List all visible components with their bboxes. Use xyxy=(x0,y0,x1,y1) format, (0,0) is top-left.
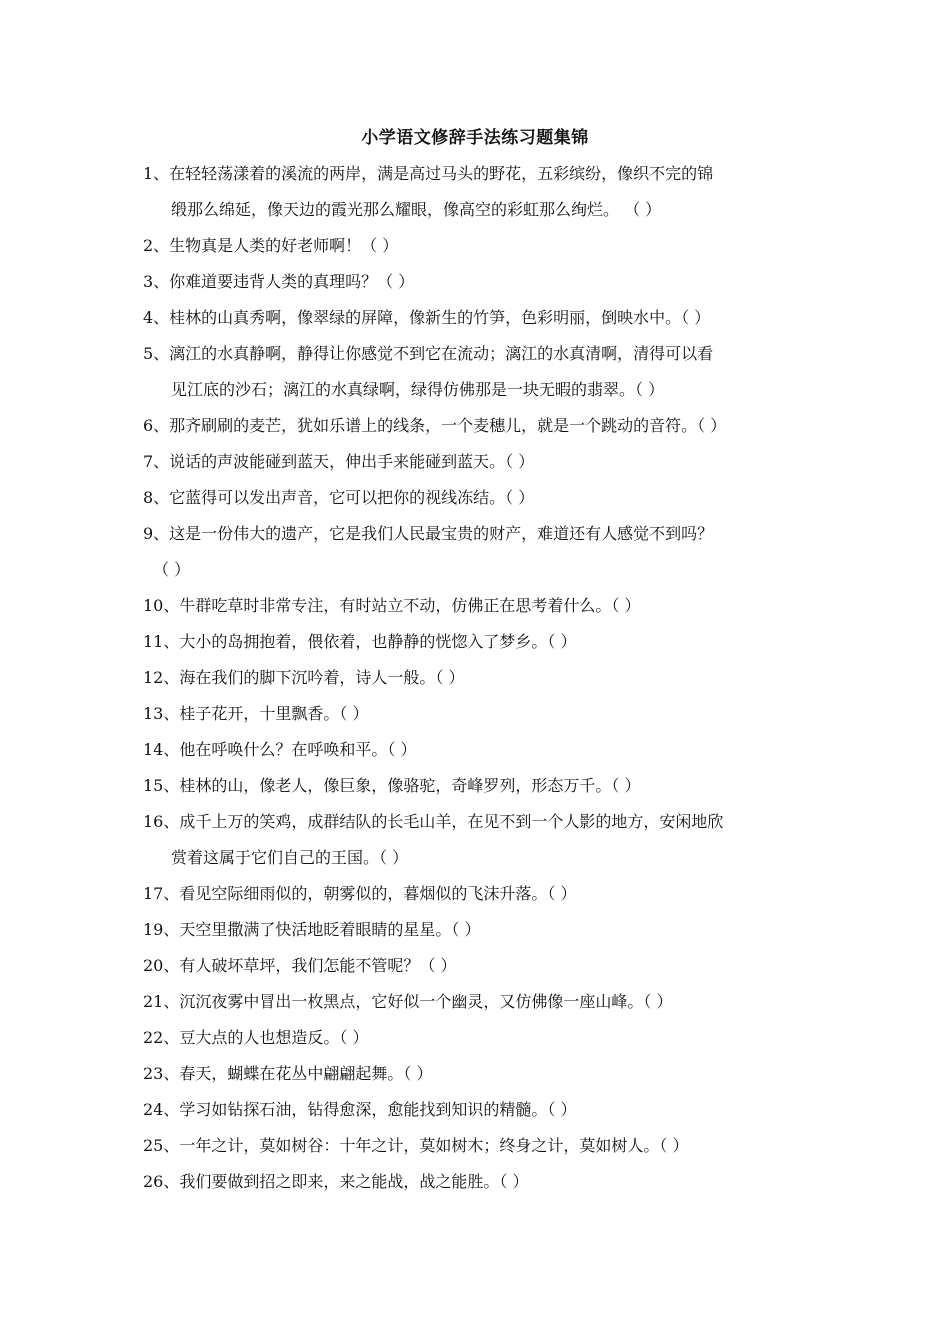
list-item xyxy=(143,696,811,732)
item-text: 15、桂林的山，像老人，像巨象，像骆驼，奇峰罗列，形态万千。（ ） xyxy=(143,776,641,795)
list-item xyxy=(143,588,811,624)
list-item xyxy=(143,336,811,408)
list-item xyxy=(143,624,811,660)
item-text: 10、牛群吃草时非常专注，有时站立不动，仿佛正在思考着什么。（ ） xyxy=(143,596,641,615)
list-item xyxy=(143,1128,811,1164)
item-text: 26、我们要做到招之即来，来之能战，战之能胜。（ ） xyxy=(143,1172,529,1191)
exercise-list xyxy=(143,156,811,1200)
item-text: 12、海在我们的脚下沉吟着，诗人一般。（ ） xyxy=(143,668,465,687)
item-text-line1: 1、在轻轻荡漾着的溪流的两岸，满是高过马头的野花，五彩缤纷，像织不完的锦 xyxy=(143,164,714,183)
item-text: 3、你难道要违背人类的真理吗？（ ） xyxy=(143,272,415,291)
item-text: 8、它蓝得可以发出声音，它可以把你的视线冻结。（ ） xyxy=(143,488,535,507)
list-item xyxy=(143,408,811,444)
item-text: 21、沉沉夜雾中冒出一枚黑点，它好似一个幽灵，又仿佛像一座山峰。（ ） xyxy=(143,992,673,1011)
item-text-line1: 5、漓江的水真静啊，静得让你感觉不到它在流动；漓江的水真清啊，清得可以看 xyxy=(143,344,714,363)
item-text-line2: （ ） xyxy=(153,560,191,579)
list-item xyxy=(143,876,811,912)
item-text-line2: 赏着这属于它们自己的王国。（ ） xyxy=(171,848,409,867)
item-text: 20、有人破坏草坪，我们怎能不管呢？（ ） xyxy=(143,956,457,975)
list-item xyxy=(143,516,811,588)
list-item xyxy=(143,660,811,696)
list-item xyxy=(143,1092,811,1128)
list-item xyxy=(143,264,811,300)
item-text: 11、大小的岛拥抱着，偎依着，也静静的恍惚入了梦乡。（ ） xyxy=(143,632,577,651)
list-item xyxy=(143,948,811,984)
item-text: 17、看见空际细雨似的，朝雾似的，暮烟似的飞沫升落。（ ） xyxy=(143,884,577,903)
item-text: 24、学习如钻探石油，钻得愈深，愈能找到知识的精髓。（ ） xyxy=(143,1100,577,1119)
list-item xyxy=(143,444,811,480)
item-text: 2、生物真是人类的好老师啊！（ ） xyxy=(143,236,399,255)
list-item xyxy=(143,732,811,768)
list-item xyxy=(143,300,811,336)
list-item xyxy=(143,1020,811,1056)
list-item xyxy=(143,228,811,264)
list-item xyxy=(143,480,811,516)
item-text-line1: 16、成千上万的笑鸡，成群结队的长毛山羊，在见不到一个人影的地方，安闲地欣 xyxy=(143,812,724,831)
list-item xyxy=(143,984,811,1020)
item-text: 14、他在呼唤什么？在呼唤和平。（ ） xyxy=(143,740,417,759)
item-text: 6、那齐刷刷的麦芒，犹如乐谱上的线条，一个麦穗儿，就是一个跳动的音符。（ ） xyxy=(143,416,727,435)
page-title: 小学语文修辞手法练习题集锦 xyxy=(361,128,589,148)
item-text-line2: 缎那么绵延，像天边的霞光那么耀眼，像高空的彩虹那么绚烂。 （ ） xyxy=(171,200,662,219)
list-item xyxy=(143,156,811,228)
item-text-line1: 9、这是一份伟大的遗产，它是我们人民最宝贵的财产，难道还有人感觉不到吗？ xyxy=(143,524,714,543)
list-item xyxy=(143,768,811,804)
item-text: 7、说话的声波能碰到蓝天，伸出手来能碰到蓝天。（ ） xyxy=(143,452,535,471)
item-text: 23、春天，蝴蝶在花丛中翩翩起舞。（ ） xyxy=(143,1064,433,1083)
item-text: 25、一年之计，莫如树谷：十年之计，莫如树木；终身之计，莫如树人。（ ） xyxy=(143,1136,689,1155)
item-text: 13、桂子花开，十里飘香。（ ） xyxy=(143,704,369,723)
list-item xyxy=(143,912,811,948)
item-text-line2: 见江底的沙石；漓江的水真绿啊，绿得仿佛那是一块无暇的翡翠。（ ） xyxy=(171,380,665,399)
item-text: 22、豆大点的人也想造反。（ ） xyxy=(143,1028,369,1047)
item-text: 19、天空里撒满了快活地眨着眼睛的星星。（ ） xyxy=(143,920,481,939)
item-text: 4、桂林的山真秀啊，像翠绿的屏障，像新生的竹笋，色彩明丽，倒映水中。（ ） xyxy=(143,308,711,327)
list-item xyxy=(143,1056,811,1092)
list-item xyxy=(143,1164,811,1200)
list-item xyxy=(143,804,811,876)
